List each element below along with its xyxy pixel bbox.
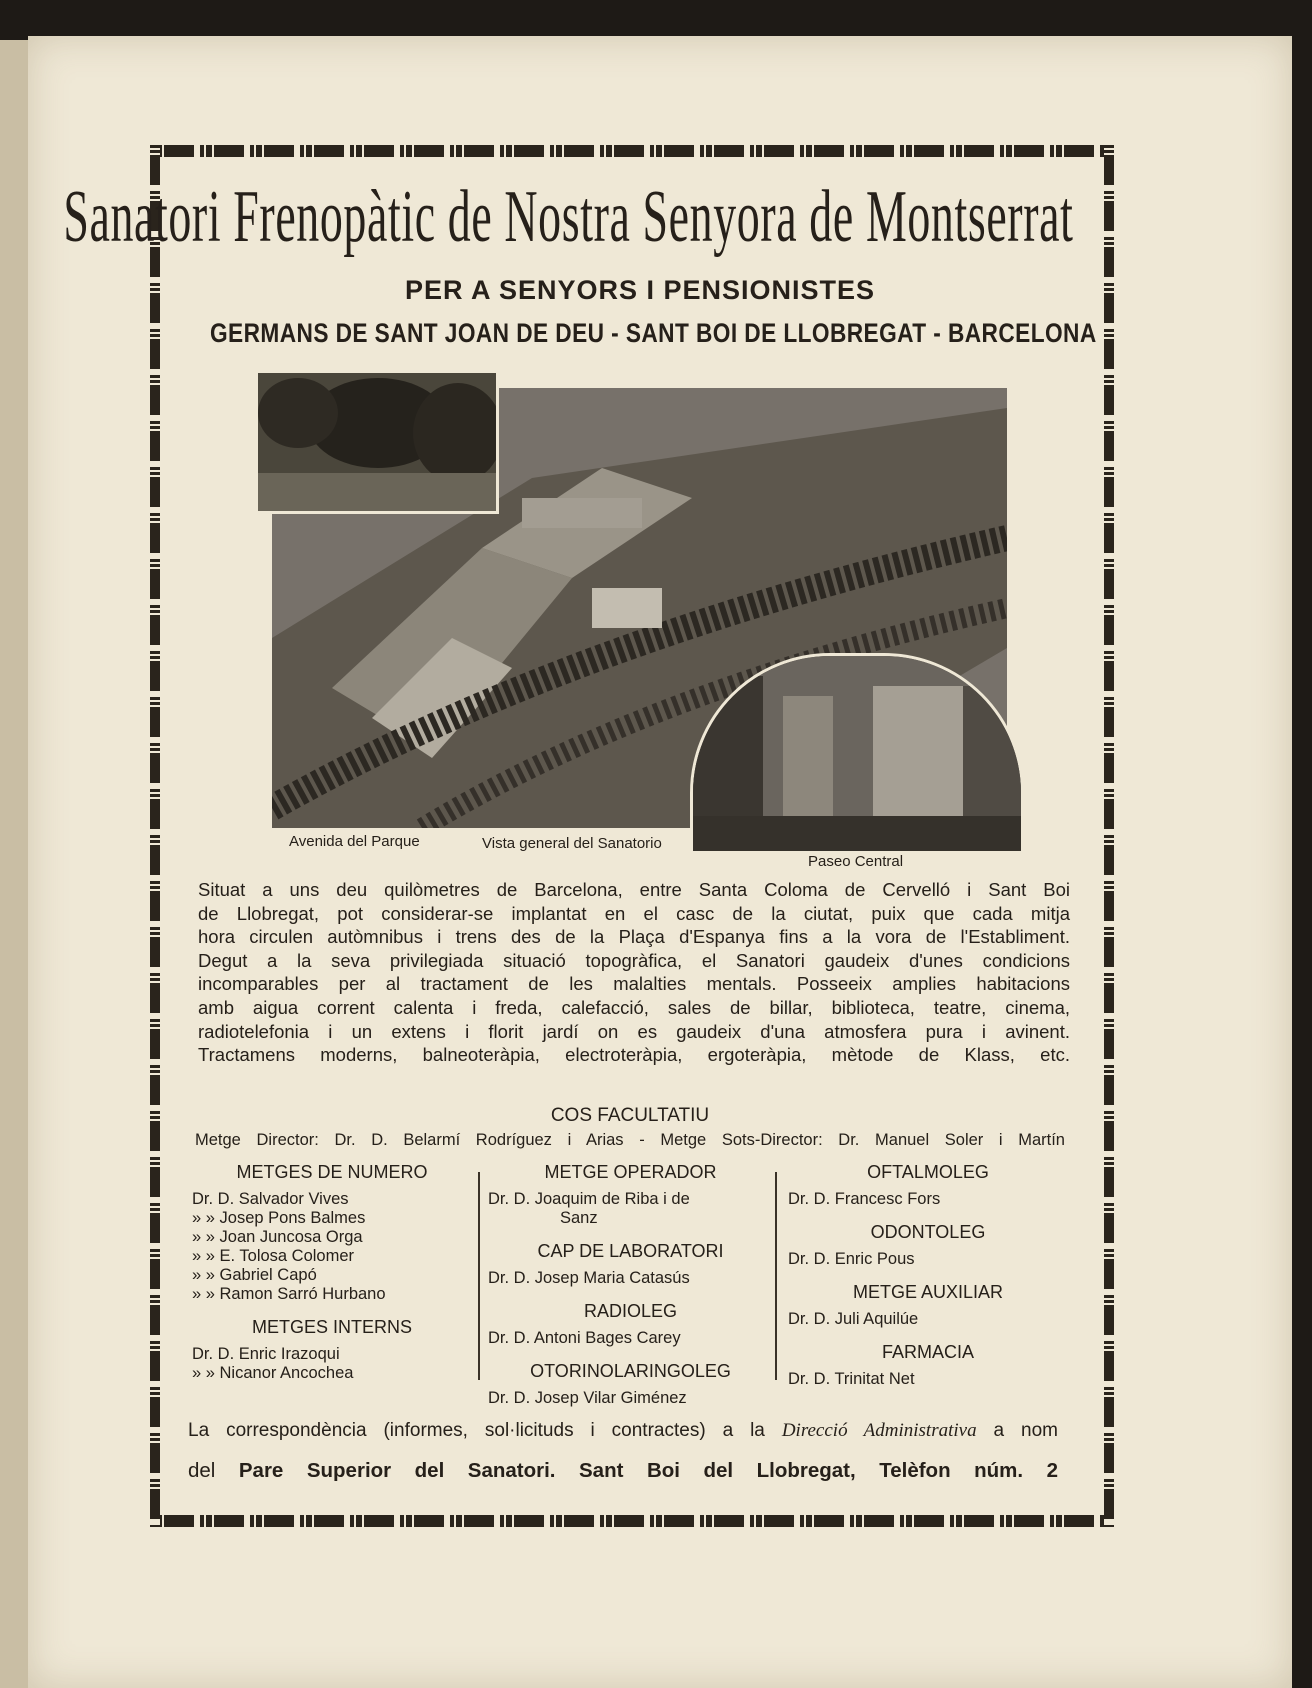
column-heading: RADIOLEG	[583, 1301, 678, 1321]
column-heading: METGE OPERADOR	[544, 1162, 717, 1182]
column-heading: METGE AUXILIAR	[852, 1282, 1004, 1302]
staff-row: Dr. D. Juli Aquilúe	[788, 1310, 919, 1328]
text-line: de Llobregat, pot considerar-se implantat en el casc de la ciutat, puix que cada mitja	[198, 902, 1070, 924]
text-line: Degut a la seva privilegiada situació topogràfica, el Sanatori gaudeix d'unes condicions	[198, 949, 1070, 971]
column-heading: METGES DE NUMERO	[236, 1162, 428, 1182]
photo-avenida-parque	[255, 370, 499, 514]
footer-address: Pare Superior del Sanatori. Sant Boi del Llobregat, Telèfon núm. 2	[238, 1459, 1058, 1482]
border-top	[150, 145, 1114, 157]
column-heading: OTORINOLARINGOLEG	[530, 1361, 731, 1381]
column-divider	[478, 1172, 480, 1380]
text-line: radiotelefonia i un extens i florit jardí on es gaudeix d'una atmosfera pura i avinent.	[198, 1020, 1070, 1042]
text-line: amb aigua corrent calenta i freda, calefacció, sales de billar, biblioteca, teatre, cinema,	[198, 996, 1070, 1018]
staff-column-2	[488, 1163, 773, 1408]
caption-general: Vista general del Sanatorio	[482, 835, 662, 852]
border-left	[150, 145, 160, 1527]
staff-row: » » E. Tolosa Colomer	[192, 1247, 355, 1265]
staff-row: Dr. D. Josep Maria Catasús	[488, 1269, 690, 1287]
staff-row: » » Nicanor Ancochea	[192, 1364, 354, 1382]
staff-row: » » Ramon Sarró Hurbano	[192, 1285, 386, 1303]
caption-park: Avenida del Parque	[289, 833, 420, 850]
footer-text: del	[188, 1459, 216, 1482]
staff-row: Sanz	[560, 1209, 598, 1227]
border-bottom	[150, 1515, 1114, 1527]
column-heading: CAP DE LABORATORI	[537, 1241, 724, 1261]
staff-row: » » Gabriel Capó	[192, 1266, 317, 1284]
text-line: incomparables per al tractament de les malalties mentals. Posseeix amplies habitacions	[198, 973, 1070, 995]
staff-row: Dr. D. Trinitat Net	[788, 1370, 915, 1388]
sanatorium-title: Sanatori Frenopàtic de Nostra Senyora de Montserrat	[63, 176, 1074, 258]
column-heading: OFTALMOLEG	[867, 1162, 989, 1182]
subtitle-location: GERMANS DE SANT JOAN DE DEU - SANT BOI DE LLOBREGAT - BARCELONA	[210, 318, 1097, 348]
footer-emphasis: Direcció Administrativa	[781, 1420, 977, 1441]
directors-line: Metge Director: Dr. D. Belarmí Rodríguez i Arias - Metge Sots-Director: Dr. Manuel Soler i Martín	[195, 1131, 1065, 1149]
staff-heading: COS FACULTATIU	[550, 1105, 710, 1126]
staff-column-1	[192, 1163, 472, 1383]
staff-column-3	[788, 1163, 1068, 1389]
staff-row: Dr. D. Francesc Fors	[788, 1190, 941, 1208]
text-line: Tractamens moderns, balneoteràpia, electroteràpia, ergoteràpia, mètode de Klass, etc.	[198, 1044, 1070, 1066]
column-heading: FARMACIA	[881, 1342, 974, 1362]
staff-row: Dr. D. Josep Vilar Giménez	[488, 1389, 687, 1407]
text-line: Situat a uns deu quilòmetres de Barcelona, entre Santa Coloma de Cervelló i Sant Boi	[198, 879, 1070, 900]
staff-row: Dr. D. Antoni Bages Carey	[488, 1329, 681, 1347]
correspondence-line	[188, 1420, 1058, 1442]
subtitle: PER A SENYORS I PENSIONISTES	[404, 275, 876, 305]
footer-text: La correspondència (informes, sol·licituds i contractes) a la	[188, 1420, 765, 1441]
border-right	[1104, 145, 1114, 1527]
text-line: hora circulen autòmnibus i trens des de la Plaça d'Espanya fins a la vora de l'Establiment.	[198, 926, 1070, 948]
column-heading: METGES INTERNS	[251, 1317, 412, 1337]
park-trees-illustration	[258, 373, 496, 511]
staff-row: Dr. D. Enric Pous	[788, 1250, 915, 1268]
description-paragraph	[198, 878, 1070, 1067]
staff-row: » » Joan Juncosa Orga	[192, 1228, 363, 1246]
staff-row: Dr. D. Salvador Vives	[192, 1190, 349, 1208]
staff-row: Dr. D. Enric Irazoqui	[192, 1345, 340, 1363]
column-heading: ODONTOLEG	[870, 1222, 986, 1242]
caption-paseo: Paseo Central	[808, 853, 904, 870]
address-line	[188, 1459, 1058, 1483]
staff-row: Dr. D. Joaquim de Riba i de	[488, 1190, 690, 1208]
footer-text: a nom	[993, 1420, 1058, 1441]
paseo-central-illustration	[693, 656, 1021, 851]
column-divider	[775, 1172, 777, 1380]
staff-row: » » Josep Pons Balmes	[192, 1209, 366, 1227]
